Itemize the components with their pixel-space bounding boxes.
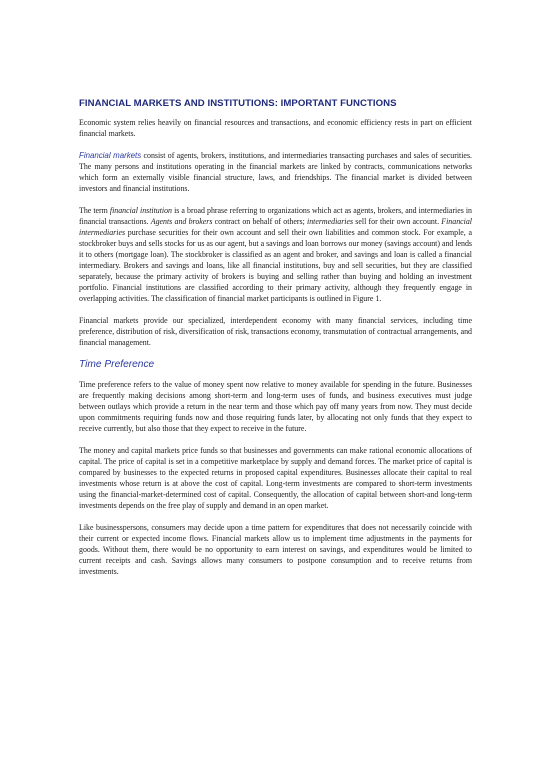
institution-term-4: Financial intermediaries	[79, 217, 472, 237]
time-preference-paragraph-1: Time preference refers to the value of money spent now relative to money available for spending in the future. Businesses are frequently making decisions among short-term and long-term uses of funds, and business executives must judge between outlays which provide a return in the near term and those which pay off many years from now. They must decide upon commitments requiring funds now and those requiring funds later, by allocating not only funds that they expect to receive currently, but also those that they expect to receive in the future.	[79, 380, 472, 433]
document-title: FINANCIAL MARKETS AND INSTITUTIONS: IMPORTANT FUNCTIONS	[79, 98, 397, 109]
institution-text-4: sell for their own account.	[353, 217, 442, 226]
document-page	[79, 98, 472, 588]
institution-term-3: intermediaries	[307, 217, 354, 226]
time-preference-paragraph-2: The money and capital markets price funds so that businesses and governments can make rational economic allocations of capital. The price of capital is set in a competitive marketplace by supply and demand forces. The market price of capital is compared by businesses to the expected returns in proposed capital expenditures. Businesses allocate their capital to real investments whose return is at above the cost of capital. Long-term investments are compared to short-term investments using the financial-market-determined cost of capital. Consequently, the allocation of capital between short-and long-term investments depends on the free play of supply and demand in an open market.	[79, 446, 472, 510]
financial-markets-term: Financial markets	[79, 151, 142, 160]
financial-markets-paragraph	[79, 150, 472, 194]
financial-services-paragraph: Financial markets provide our specialized, interdependent economy with many financial services, including time preference, distribution of risk, diversification of risk, transactions economy, transmutation of contractual arrangements, and financial management.	[79, 316, 472, 347]
section-heading-time-preference: Time Preference	[79, 359, 155, 370]
financial-institution-paragraph	[79, 205, 472, 304]
institution-text-5: purchase securities for their own account and sell their own liabilities and common stock. For example, a stockbroker buys and sells stocks for us as our agent, but a savings and loan borrows our money (savings account) and lends it to others (mortgage loan). The stockbroker is classified as an agent and broker, and savings and loan is called a financial intermediary. Brokers and savings and loans, like all financial institutions, buy and sell securities, but they are classified separately, because the primary activity of brokers is buying and selling rather than buying and holding an investment portfolio. Financial institutions are classified according to their primary activity, although they frequently engage in overlapping activities. The classification of financial market participants is outlined in Figure 1.	[79, 228, 472, 303]
institution-text-2: is a broad phrase referring to organizations which act as agents, brokers, and intermediaries in financial transactions.	[79, 206, 472, 226]
financial-markets-text: consist of agents, brokers, institutions, and intermediaries transacting purchases and sales of securities. The many persons and institutions operating in the financial markets are linked by contracts, communications networks which form an externally visible financial structure, laws, and friendships. The financial market is divided between investors and financial institutions.	[79, 151, 472, 193]
time-preference-paragraph-3: Like businesspersons, consumers may decide upon a time pattern for expenditures that does not necessarily coincide with their current or expected income flows. Financial markets allow us to implement time adjustments in the payments for goods. Without them, there would be no opportunity to earn interest on savings, and expenditures would be limited to current receipts and cash. Savings allows many consumers to postpone consumption and to receive returns from investments.	[79, 523, 472, 576]
institution-text-3: contract on behalf of others;	[212, 217, 308, 226]
institution-text-1: The term	[79, 206, 110, 215]
intro-paragraph: Economic system relies heavily on financial resources and transactions, and economic efficiency rests in part on efficient financial markets.	[79, 118, 472, 138]
institution-term-2: Agents and brokers	[150, 217, 213, 226]
institution-term-1: financial institution	[109, 206, 173, 215]
